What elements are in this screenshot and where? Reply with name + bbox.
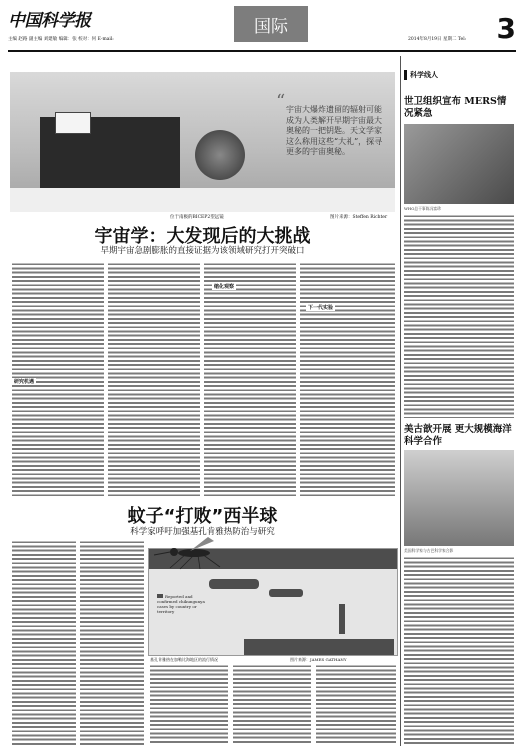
pull-quote	[276, 91, 388, 175]
sidebar-caption: 美国科学家与古巴科学家合影	[404, 548, 454, 553]
sidebar-photo	[404, 450, 514, 546]
top-rule	[8, 50, 516, 52]
masthead-meta: 主编 赵路 副主编 刘建敏 编辑：张 校对：何 E-mail:	[8, 37, 114, 42]
map-landmass	[244, 639, 394, 656]
sidebar-photo	[404, 124, 514, 204]
article-column	[80, 540, 144, 745]
article-column	[108, 262, 200, 498]
subheading: 研究机遇	[14, 379, 35, 385]
issue-date: 2014年8月19日 星期二 Tel:	[408, 37, 467, 42]
article-column	[12, 540, 76, 745]
sidebar-column	[404, 214, 514, 418]
quote-mark-icon: “	[276, 91, 286, 112]
map-landmass	[339, 604, 345, 634]
main-subhead: 早期宇宙急剧膨胀的直接证据为该领域研究打开突破口	[100, 246, 305, 256]
mosquito-icon	[150, 535, 240, 571]
article-column	[204, 262, 296, 498]
sidebar-column	[404, 556, 514, 745]
sidebar-caption: WHO总干事陈冯富珍	[404, 206, 441, 211]
telescope-dish	[195, 130, 245, 180]
page-number: 3	[496, 12, 516, 45]
sidebar-headline: 世卫组织宣布 MERS情况紧急	[404, 96, 507, 119]
map-caption: 基孔肯雅热在加勒比海地区的流行情况	[150, 657, 218, 662]
map-landmass	[269, 589, 303, 597]
masthead	[8, 6, 516, 50]
map-legend-text: Reported and confirmed chikungunya cases by country or territory	[157, 594, 205, 614]
section-tab: 国际	[234, 6, 308, 42]
sidebar-tag: 科学线人	[404, 70, 438, 80]
second-headline: 蚊子“打败”西半球	[127, 506, 278, 527]
subheading: 缩化观察	[214, 284, 235, 290]
map-landmass	[209, 579, 259, 589]
snow-ground	[10, 188, 395, 212]
photo-caption: 位于南极的BICEP2望远镜	[170, 215, 224, 220]
telescope-module	[55, 112, 91, 134]
article-column	[316, 664, 396, 745]
photo-credit: 图片来源：Steffen Richter	[330, 215, 388, 220]
newspaper-logo: 中国科学报	[8, 11, 91, 31]
article-column	[233, 664, 311, 745]
legend-swatch	[157, 594, 163, 598]
column-divider	[400, 56, 401, 746]
subheading: 下一代实验	[308, 305, 334, 311]
map-credit: 图片来源：JAMES GATHANY	[290, 657, 347, 662]
article-column	[150, 664, 228, 745]
pull-quote-text: 宇宙大爆炸遗留的辐射可能成为人类解开早期宇宙最大奥秘的一把钥匙。天文学家这么称用这些“大礼”，探寻更多的宇宙奥秘。	[286, 105, 383, 156]
main-headline: 宇宙学：大发现后的大挑战	[94, 226, 311, 247]
second-subhead: 科学家呼吁加强基孔肯雅热防治与研究	[130, 527, 275, 537]
article-column	[300, 262, 395, 498]
map-legend	[157, 594, 211, 614]
sidebar-headline: 美古歆开展 更大规模海洋科学合作	[404, 424, 512, 447]
